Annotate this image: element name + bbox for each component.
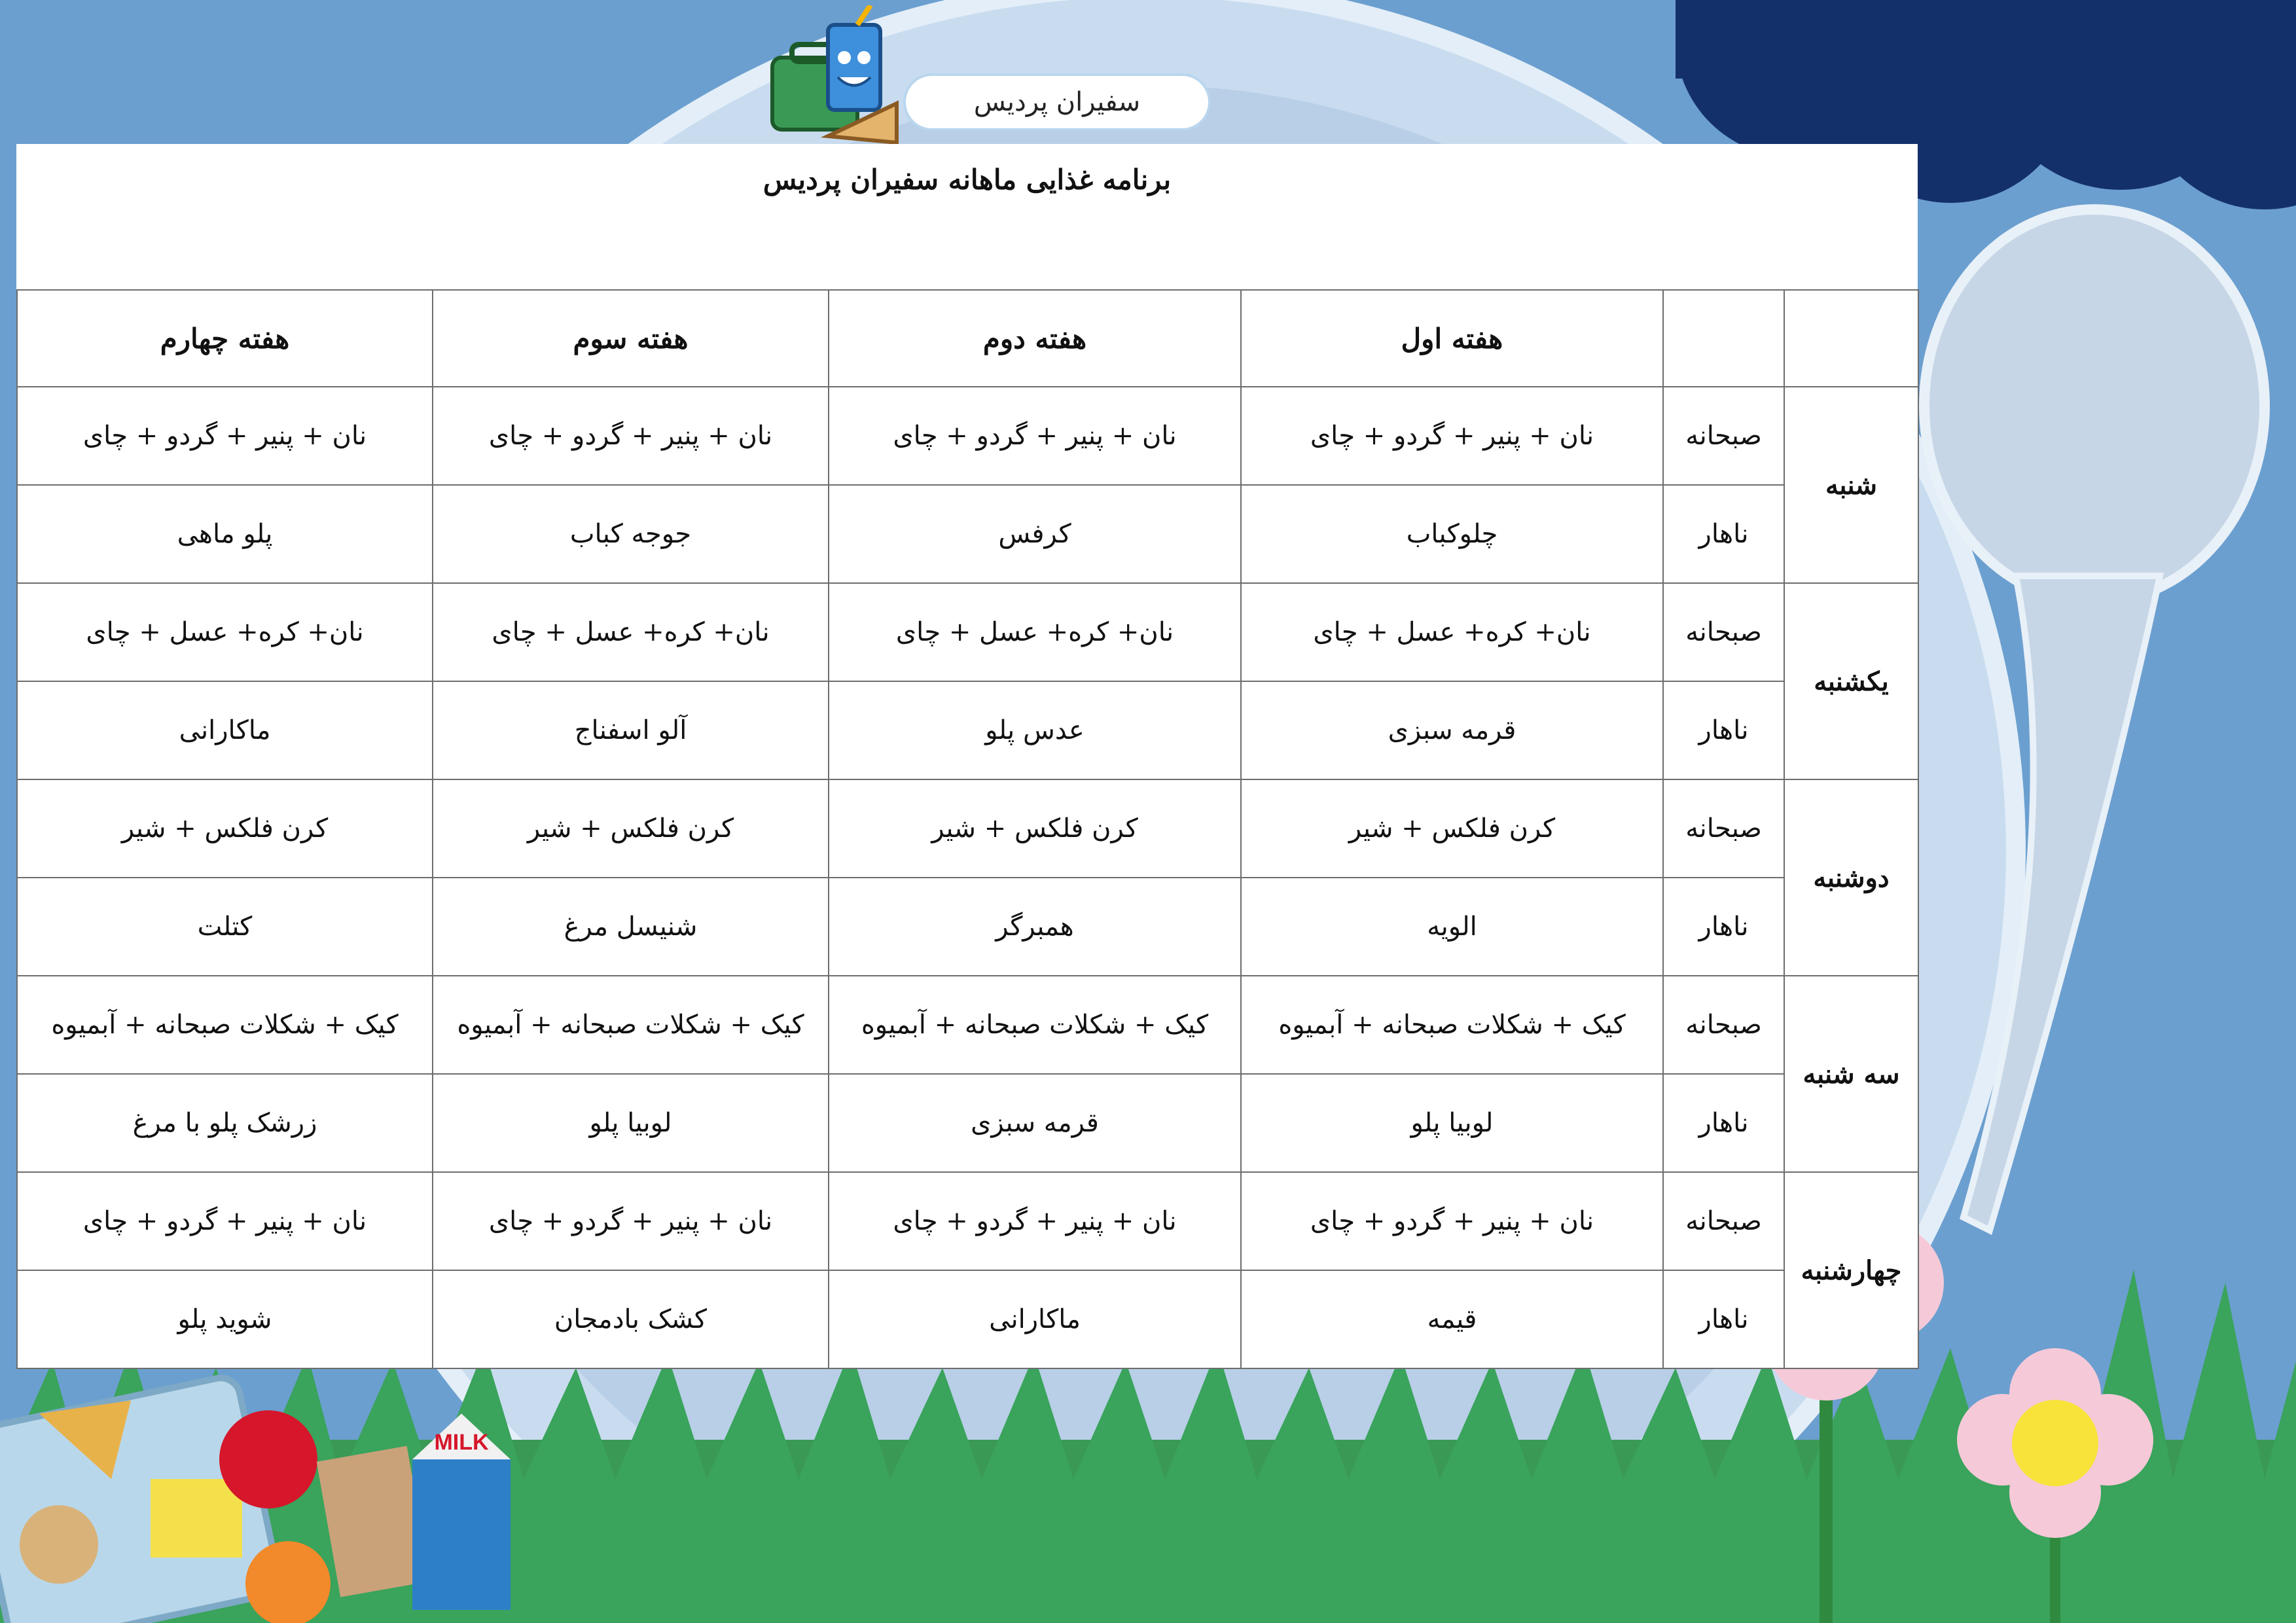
menu-cell: نان + پنیر + گردو + چای bbox=[433, 1172, 829, 1270]
menu-cell: کرن فلکس + شیر bbox=[829, 779, 1241, 878]
day-label: یکشنبه bbox=[1784, 583, 1918, 779]
lunchbox-logo-icon bbox=[766, 5, 923, 162]
menu-cell: کیک + شکلات صبحانه + آبمیوه bbox=[1241, 976, 1663, 1074]
meal-label: ناهار bbox=[1663, 878, 1784, 976]
menu-cell: کیک + شکلات صبحانه + آبمیوه bbox=[829, 976, 1241, 1074]
meal-label: ناهار bbox=[1663, 1270, 1784, 1368]
brand-banner bbox=[903, 73, 1211, 131]
header-week-1: هفته اول bbox=[1241, 290, 1663, 387]
menu-cell: ماکارانی bbox=[829, 1270, 1241, 1368]
table-row bbox=[17, 583, 1918, 681]
meal-label: صبحانه bbox=[1663, 976, 1784, 1074]
menu-cell: نان+ کره+ عسل + چای bbox=[433, 583, 829, 681]
menu-cell: قیمه bbox=[1241, 1270, 1663, 1368]
table-row bbox=[17, 976, 1918, 1074]
menu-cell: کرن فلکس + شیر bbox=[17, 779, 433, 878]
menu-cell: نان+ کره+ عسل + چای bbox=[17, 583, 433, 681]
menu-cell: کرفس bbox=[829, 485, 1241, 583]
meal-label: صبحانه bbox=[1663, 779, 1784, 878]
table-row bbox=[17, 878, 1918, 976]
menu-cell: کیک + شکلات صبحانه + آبمیوه bbox=[17, 976, 433, 1074]
day-label: سه شنبه bbox=[1784, 976, 1918, 1172]
header-week-4: هفته چهارم bbox=[17, 290, 433, 387]
menu-cell: نان + پنیر + گردو + چای bbox=[1241, 1172, 1663, 1270]
brand-banner-text: سفیران پردیس bbox=[973, 87, 1141, 117]
meal-label: ناهار bbox=[1663, 681, 1784, 779]
menu-cell: پلو ماهی bbox=[17, 485, 433, 583]
table-row bbox=[17, 1074, 1918, 1172]
menu-cell: نان + پنیر + گردو + چای bbox=[829, 387, 1241, 485]
table-row bbox=[17, 387, 1918, 485]
table-header-row bbox=[17, 290, 1918, 387]
meal-label: صبحانه bbox=[1663, 1172, 1784, 1270]
menu-cell: شوید پلو bbox=[17, 1270, 433, 1368]
menu-cell: جوجه کباب bbox=[433, 485, 829, 583]
menu-cell: کشک بادمجان bbox=[433, 1270, 829, 1368]
menu-cell: کتلت bbox=[17, 878, 433, 976]
menu-cell: ماکارانی bbox=[17, 681, 433, 779]
menu-cell: کرن فلکس + شیر bbox=[1241, 779, 1663, 878]
menu-cell: الویه bbox=[1241, 878, 1663, 976]
table-row bbox=[17, 1270, 1918, 1368]
header-week-2: هفته دوم bbox=[829, 290, 1241, 387]
menu-cell: شنیسل مرغ bbox=[433, 878, 829, 976]
menu-cell: چلوکباب bbox=[1241, 485, 1663, 583]
apple-shape bbox=[219, 1410, 317, 1508]
menu-cell: کیک + شکلات صبحانه + آبمیوه bbox=[433, 976, 829, 1074]
orange-shape bbox=[245, 1541, 331, 1623]
menu-cell: نان+ کره+ عسل + چای bbox=[1241, 583, 1663, 681]
day-label: دوشنبه bbox=[1784, 779, 1918, 976]
menu-table bbox=[16, 289, 1919, 1369]
menu-cell: قرمه سبزی bbox=[1241, 681, 1663, 779]
table-row bbox=[17, 485, 1918, 583]
menu-sheet bbox=[16, 144, 1918, 1369]
header-empty-day bbox=[1784, 290, 1918, 387]
menu-cell: نان + پنیر + گردو + چای bbox=[17, 387, 433, 485]
day-label: چهارشنبه bbox=[1784, 1172, 1918, 1368]
day-label: شنبه bbox=[1784, 387, 1918, 583]
menu-cell: لوبیا پلو bbox=[1241, 1074, 1663, 1172]
table-row bbox=[17, 1172, 1918, 1270]
header-empty-meal bbox=[1663, 290, 1784, 387]
menu-cell: کرن فلکس + شیر bbox=[433, 779, 829, 878]
table-row bbox=[17, 681, 1918, 779]
menu-cell: عدس پلو bbox=[829, 681, 1241, 779]
menu-cell: نان + پنیر + گردو + چای bbox=[433, 387, 829, 485]
meal-label: صبحانه bbox=[1663, 387, 1784, 485]
page-title: برنامه غذایی ماهانه سفیران پردیس bbox=[762, 164, 1172, 196]
menu-cell: آلو اسفناج bbox=[433, 681, 829, 779]
meal-label: ناهار bbox=[1663, 485, 1784, 583]
milk-label: MILK bbox=[434, 1430, 489, 1455]
menu-cell: زرشک پلو با مرغ bbox=[17, 1074, 433, 1172]
header-week-3: هفته سوم bbox=[433, 290, 829, 387]
menu-cell: نان+ کره+ عسل + چای bbox=[829, 583, 1241, 681]
menu-cell: قرمه سبزی bbox=[829, 1074, 1241, 1172]
meal-label: ناهار bbox=[1663, 1074, 1784, 1172]
menu-cell: لوبیا پلو bbox=[433, 1074, 829, 1172]
menu-cell: نان + پنیر + گردو + چای bbox=[17, 1172, 433, 1270]
menu-cell: نان + پنیر + گردو + چای bbox=[1241, 387, 1663, 485]
menu-cell: همبرگر bbox=[829, 878, 1241, 976]
meal-label: صبحانه bbox=[1663, 583, 1784, 681]
menu-cell: نان + پنیر + گردو + چای bbox=[829, 1172, 1241, 1270]
table-row bbox=[17, 779, 1918, 878]
